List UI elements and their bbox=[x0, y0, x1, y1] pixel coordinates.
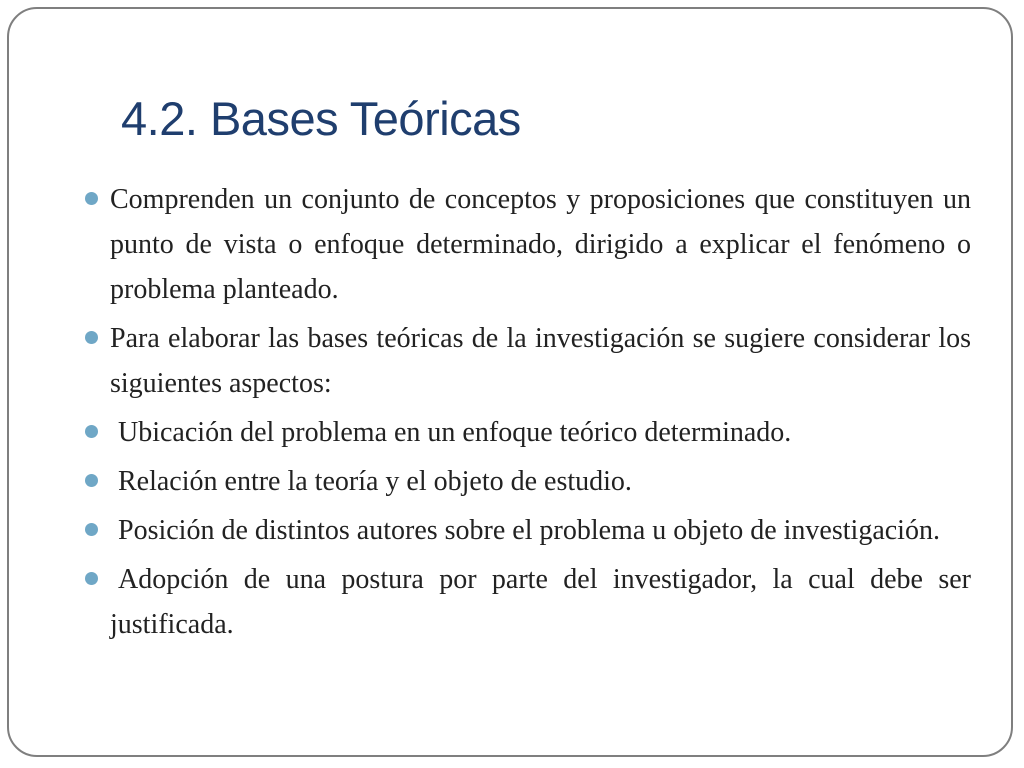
slide-title: 4.2. Bases Teóricas bbox=[121, 92, 521, 145]
bullet-text: Ubicación del problema en un enfoque teórico determinado. bbox=[118, 417, 792, 448]
bullet-icon bbox=[85, 523, 98, 536]
list-item bbox=[85, 177, 971, 312]
bullet-text: Posición de distintos autores sobre el problema u objeto de investigación. bbox=[118, 515, 940, 546]
bullet-text: Relación entre la teoría y el objeto de estudio. bbox=[118, 466, 632, 497]
list-item bbox=[85, 508, 971, 553]
list-item bbox=[85, 316, 971, 406]
list-item bbox=[85, 459, 971, 504]
bullet-text: Para elaborar las bases teóricas de la investigación se sugiere considerar los siguientes aspectos: bbox=[110, 323, 971, 399]
bullet-icon bbox=[85, 425, 98, 438]
bullet-list bbox=[85, 177, 971, 651]
bullet-icon bbox=[85, 474, 98, 487]
bullet-icon bbox=[85, 331, 98, 344]
bullet-icon bbox=[85, 572, 98, 585]
list-item bbox=[85, 557, 971, 647]
slide-frame bbox=[7, 7, 1013, 757]
bullet-text: Comprenden un conjunto de conceptos y proposiciones que constituyen un punto de vista o enfoque determinado, dirigido a explicar el fenómeno o problema planteado. bbox=[110, 184, 971, 305]
bullet-icon bbox=[85, 192, 98, 205]
bullet-text: Adopción de una postura por parte del investigador, la cual debe ser justificada. bbox=[110, 564, 971, 640]
list-item bbox=[85, 410, 971, 455]
